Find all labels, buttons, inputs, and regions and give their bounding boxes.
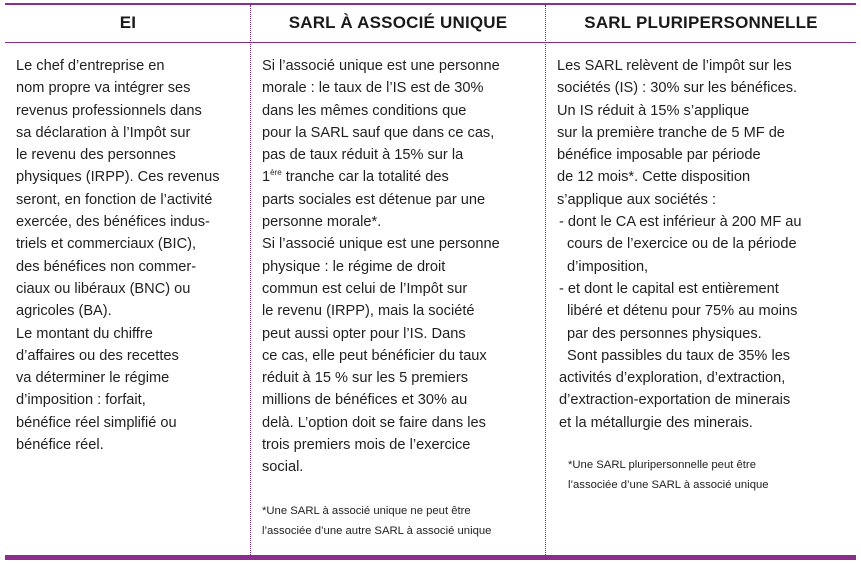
text-line: d’affaires ou des recettes [16, 347, 179, 364]
text-line: physique : le régime de droit [262, 258, 446, 275]
text-line: bénéfice réel. [16, 437, 104, 454]
text-line: et la métallurgie des minerais. [559, 414, 753, 431]
text-line: Sont passibles du taux de 35% les [567, 347, 791, 364]
text-line: pour la SARL sauf que dans ce cas, [262, 124, 495, 141]
text-line: exercée, des bénéfices indus- [16, 214, 210, 231]
text-line: Le chef d’entreprise en [16, 58, 165, 74]
column-sarl-associe-unique [262, 55, 542, 479]
column-divider [250, 5, 251, 557]
column-ei [16, 55, 246, 456]
text-line: s’applique aux sociétés : [557, 191, 717, 208]
text-line: le revenu des personnes [16, 147, 176, 164]
ordinal-number: 1 [262, 169, 271, 186]
text-line: d’imposition, [567, 258, 649, 275]
text-line: social. [262, 459, 304, 476]
text-line: sociétés (IS) : 30% sur les bénéfices. [557, 80, 798, 97]
text-fragment: tranche car la totalité des [281, 169, 449, 186]
header-sarl-associe-unique: SARL À ASSOCIÉ UNIQUE [288, 13, 508, 32]
text-line: d’imposition : forfait, [16, 392, 146, 409]
text-line: ce cas, elle peut bénéficier du taux [262, 347, 487, 364]
text-line: nom propre va intégrer ses [16, 80, 191, 97]
text-line: dans les mêmes conditions que [262, 102, 467, 119]
text-line: morale : le taux de l’IS est de 30% [262, 80, 484, 97]
text-line: le revenu (IRPP), mais la société [262, 303, 475, 320]
bullet-line: - dont le CA est inférieur à 200 MF au [559, 214, 802, 231]
text-line: bénéfice imposable par période [557, 147, 761, 164]
text-line: Si l’associé unique est une personne [262, 236, 500, 253]
text-line: triels et commerciaux (BIC), [16, 236, 197, 253]
text-line: par des personnes physiques. [567, 325, 762, 342]
header-ei: EI [119, 13, 137, 32]
text-line: activités d’exploration, d’extraction, [559, 370, 786, 387]
text-line: libéré et détenu pour 75% au moins [567, 303, 798, 320]
text-line: cours de l’exercice ou de la période [567, 236, 797, 253]
footnote-sarl-associe-unique [262, 501, 544, 541]
text-line: va déterminer le régime [16, 370, 170, 387]
text-line: sa déclaration à l’Impôt sur [16, 124, 191, 141]
text-line [262, 166, 542, 188]
header-sarl-pluripersonnelle: SARL PLURIPERSONNELLE [584, 13, 818, 32]
tax-comparison-table [5, 3, 856, 553]
text-line: millions de bénéfices et 30% au [262, 392, 468, 409]
text-line: Les SARL relèvent de l’impôt sur les [557, 58, 792, 74]
text-line: Un IS réduit à 15% s’applique [557, 102, 750, 119]
text-line: seront, en fonction de l’activité [16, 191, 213, 208]
text-line: Le montant du chiffre [16, 325, 153, 342]
text-line: bénéfice réel simplifié ou [16, 414, 177, 431]
text-line: réduit à 15 % sur les 5 premiers [262, 370, 469, 387]
text-line: delà. L’option doit se faire dans les [262, 414, 486, 431]
text-line: commun est celui de l’Impôt sur [262, 280, 468, 297]
bullet-line: - et dont le capital est entièrement [559, 280, 779, 297]
footnote-line: *Une SARL pluripersonnelle peut être [568, 459, 756, 471]
text-line: Si l’associé unique est une personne [262, 58, 500, 74]
text-line: des bénéfices non commer- [16, 258, 197, 275]
text-line: de 12 mois*. Cette disposition [557, 169, 751, 186]
text-line: ciaux ou libéraux (BNC) ou [16, 280, 191, 297]
text-line: peut aussi opter pour l’IS. Dans [262, 325, 466, 342]
text-line: parts sociales est détenue par une [262, 191, 486, 208]
text-line: pas de taux réduit à 15% sur la [262, 147, 464, 164]
header-divider [5, 42, 856, 43]
text-line: personne morale*. [262, 214, 382, 231]
column-sarl-pluripersonnelle [557, 55, 852, 434]
footnote-line: l’associée d’une SARL à associé unique [568, 479, 769, 491]
ordinal-suffix: ère [270, 167, 282, 177]
bottom-rule [5, 555, 856, 560]
text-line: revenus professionnels dans [16, 102, 202, 119]
text-line: physiques (IRPP). Ces revenus [16, 169, 220, 186]
footnote-line: l’associée d’une autre SARL à associé unique [262, 525, 492, 537]
column-divider [545, 5, 546, 557]
footnote-sarl-pluripersonnelle [568, 455, 853, 495]
text-line: d’extraction-exportation de minerais [559, 392, 791, 409]
footnote-line: *Une SARL à associé unique ne peut être [262, 505, 471, 517]
text-line: sur la première tranche de 5 MF de [557, 124, 785, 141]
text-line: trois premiers mois de l’exercice [262, 437, 471, 454]
text-line: agricoles (BA). [16, 303, 112, 320]
